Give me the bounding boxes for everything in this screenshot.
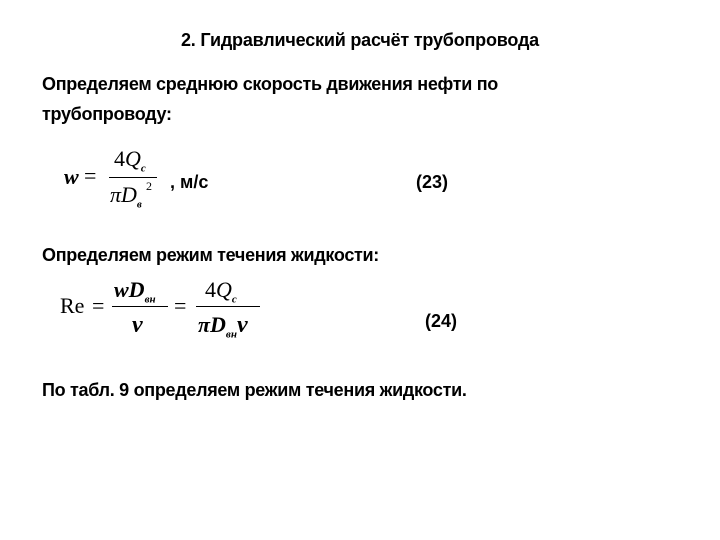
formula-23-number: (23) bbox=[416, 172, 449, 192]
paragraph-velocity-line1: Определяем среднюю скорость движения нефти по bbox=[42, 74, 499, 94]
formula-23-equals: = bbox=[84, 163, 97, 188]
formula-23-unit: , м/с bbox=[170, 172, 209, 192]
formula-23-exponent: 2 bbox=[146, 179, 152, 193]
formula-23-denominator: $\pi D_в$ bbox=[110, 182, 142, 211]
formula-23-numerator: $4Q_c$ bbox=[114, 146, 146, 175]
formula-24-numerator-1: $wD_{вн}$ bbox=[114, 277, 156, 306]
formula-23-fraction-bar bbox=[109, 177, 157, 178]
paragraph-flow-regime: Определяем режим течения жидкости: bbox=[42, 245, 380, 265]
formula-24-fraction-bar-1 bbox=[112, 306, 168, 307]
section-heading: 2. Гидравлический расчёт трубопровода bbox=[181, 30, 539, 50]
formula-24-denominator-1: ν bbox=[132, 312, 143, 338]
formula-24-equals-2: = bbox=[174, 293, 187, 318]
formula-24-numerator-2: $4Q_c$ bbox=[205, 277, 237, 306]
formula-24-denominator-2: $\pi D_{вн}\nu$ bbox=[198, 312, 248, 341]
formula-24-number: (24) bbox=[425, 311, 458, 331]
paragraph-table-reference: По табл. 9 определяем режим течения жидкости. bbox=[42, 380, 467, 400]
formula-23-lhs: w bbox=[64, 164, 79, 189]
formula-24-fraction-bar-2 bbox=[196, 306, 260, 307]
formula-24-equals-1: = bbox=[92, 293, 105, 318]
formula-24-lhs: Re bbox=[60, 293, 85, 318]
paragraph-velocity-line2: трубопроводу: bbox=[42, 104, 172, 124]
